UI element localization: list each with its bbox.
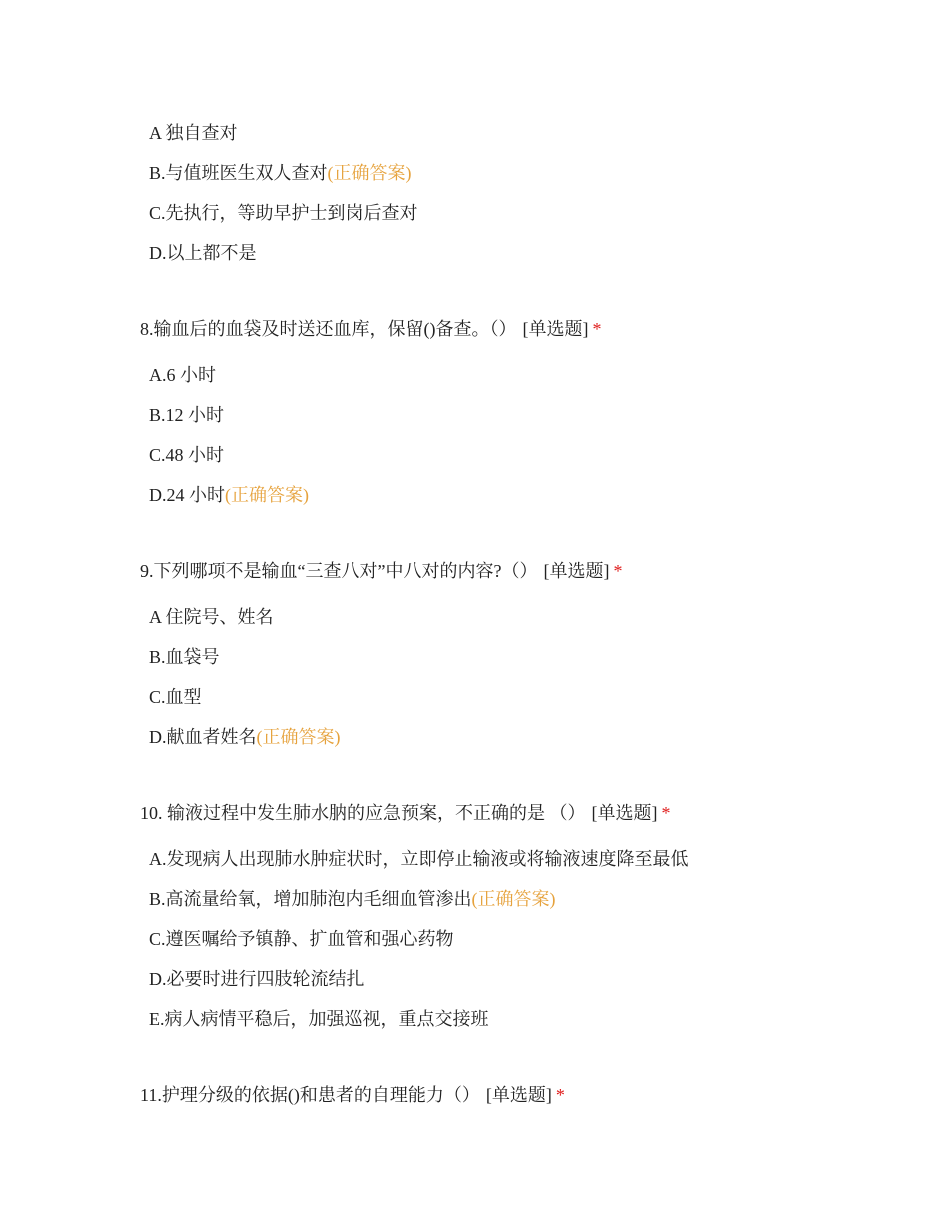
option-text: E.病人病情平稳后，加强巡视，重点交接班 bbox=[149, 1009, 489, 1029]
question-10-title bbox=[140, 801, 671, 825]
option-text: B.高流量给氧，增加肺泡内毛细血管渗出 bbox=[149, 889, 472, 909]
option-text: C.血型 bbox=[149, 687, 202, 707]
question-11-title bbox=[140, 1083, 565, 1107]
q10-option-a[interactable] bbox=[149, 847, 689, 871]
option-text: A 住院号、姓名 bbox=[149, 607, 274, 627]
q10-option-b[interactable] bbox=[149, 887, 556, 911]
option-text: C.先执行，等助早护士到岗后查对 bbox=[149, 203, 418, 223]
option-text: A.发现病人出现肺水肿症状时，立即停止输液或将输液速度降至最低 bbox=[149, 849, 689, 869]
required-marker: * bbox=[613, 561, 623, 581]
q9-option-d[interactable] bbox=[149, 725, 341, 749]
q8-option-b[interactable] bbox=[149, 403, 224, 427]
option-text: D.献血者姓名 bbox=[149, 727, 257, 747]
option-text: A 独自查对 bbox=[149, 123, 238, 143]
correct-answer-tag: (正确答案) bbox=[327, 163, 412, 183]
question-text: 10. 输液过程中发生肺水肭的应急预案，不正确的是 （） bbox=[140, 803, 586, 823]
question-text: 9.下列哪项不是输血“三查八对”中八对的内容?（） bbox=[140, 561, 538, 581]
q7-option-d[interactable] bbox=[149, 241, 257, 265]
q7-option-b[interactable] bbox=[149, 161, 412, 185]
question-8-title bbox=[140, 317, 602, 341]
question-9-title bbox=[140, 559, 622, 583]
question-text: 11.护理分级的依据()和患者的自理能力（） bbox=[140, 1085, 480, 1105]
option-text: B.与值班医生双人查对 bbox=[149, 163, 328, 183]
correct-answer-tag: (正确答案) bbox=[471, 889, 556, 909]
q7-option-c[interactable] bbox=[149, 201, 418, 225]
correct-answer-tag: (正确答案) bbox=[225, 485, 309, 505]
q8-option-c[interactable] bbox=[149, 443, 224, 467]
option-text: A.6 小时 bbox=[149, 365, 216, 385]
question-type-label: [单选题] bbox=[522, 319, 589, 339]
required-marker: * bbox=[592, 319, 602, 339]
option-text: D.24 小时 bbox=[149, 485, 225, 505]
q8-option-a[interactable] bbox=[149, 363, 216, 387]
option-text: B.12 小时 bbox=[149, 405, 225, 425]
q10-option-d[interactable] bbox=[149, 967, 365, 991]
q9-option-a[interactable] bbox=[149, 605, 274, 629]
q7-option-a[interactable] bbox=[149, 121, 238, 145]
required-marker: * bbox=[555, 1085, 565, 1105]
question-text: 8.输血后的血袋及时送还血库，保留()备查。（） bbox=[140, 319, 517, 339]
question-type-label: [单选题] bbox=[591, 803, 658, 823]
option-text: D.以上都不是 bbox=[149, 243, 257, 263]
q10-option-e[interactable] bbox=[149, 1007, 489, 1031]
option-text: C.遵医嘱给予镇静、扩血管和强心药物 bbox=[149, 929, 454, 949]
correct-answer-tag: (正确答案) bbox=[256, 727, 341, 747]
option-text: B.血袋号 bbox=[149, 647, 220, 667]
option-text: D.必要时进行四肢轮流结扎 bbox=[149, 969, 365, 989]
q10-option-c[interactable] bbox=[149, 927, 454, 951]
q9-option-b[interactable] bbox=[149, 645, 220, 669]
option-text: C.48 小时 bbox=[149, 445, 225, 465]
q9-option-c[interactable] bbox=[149, 685, 202, 709]
required-marker: * bbox=[661, 803, 671, 823]
question-type-label: [单选题] bbox=[485, 1085, 552, 1105]
question-type-label: [单选题] bbox=[543, 561, 610, 581]
q8-option-d[interactable] bbox=[149, 483, 309, 507]
